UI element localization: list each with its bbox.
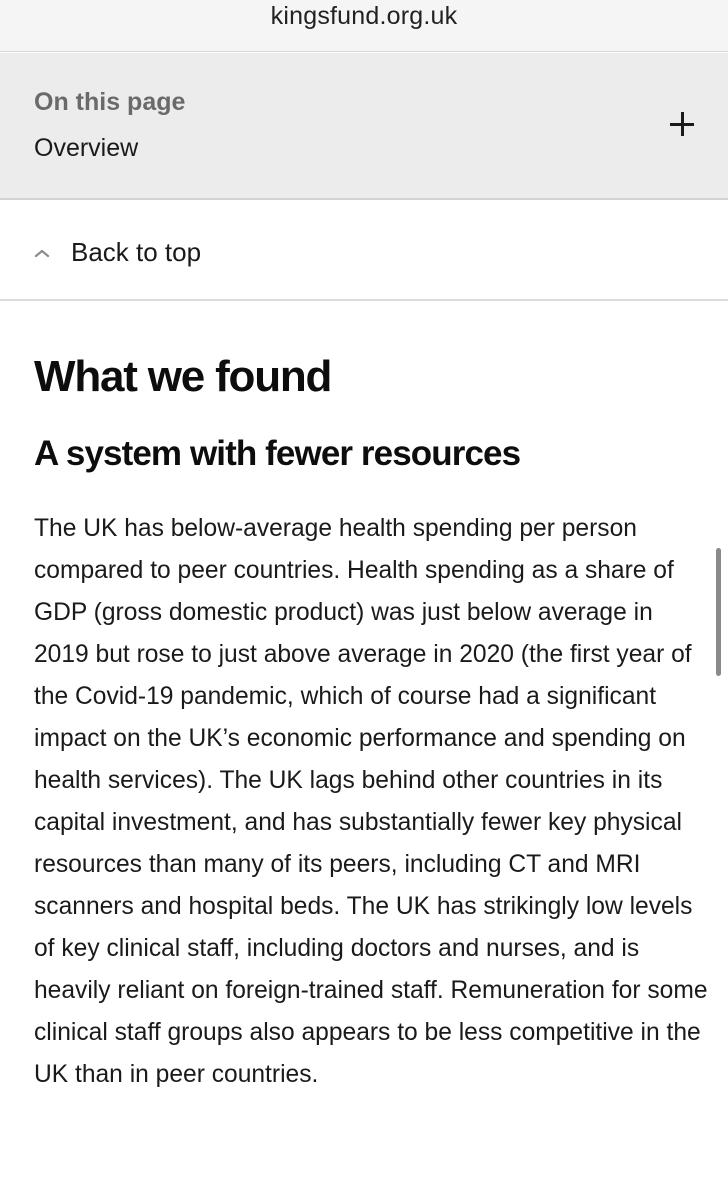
current-section-label: Overview [34, 134, 139, 162]
page-title: What we found [34, 352, 332, 401]
scrollbar-thumb[interactable] [716, 548, 721, 676]
plus-icon[interactable] [670, 112, 694, 136]
back-to-top-label: Back to top [71, 237, 202, 267]
on-this-page-toggle[interactable] [0, 53, 728, 200]
section-heading: A system with fewer resources [34, 434, 521, 473]
back-to-top-link[interactable] [0, 202, 728, 301]
body-paragraph: The UK has below-average health spending per person compared to peer countries. Health spending as a share of GDP (gross domestic product) was just below average in 2019 but rose to just above average in 2020 (the first year of the Covid-19 pandemic, which of course had a significant impact on the UK’s economic performance and spending on health services). The UK lags behind other countries in its capital investment, and has substantially fewer key physical resources than many of its peers, including CT and MRI scanners and hospital beds. The UK has strikingly low levels of key clinical staff, including doctors and nurses, and is heavily reliant on foreign-trained staff. Remuneration for some clinical staff groups also appears to be less competitive in the UK than in peer countries. [34, 515, 708, 1088]
on-this-page-heading: On this page [34, 88, 186, 116]
url-text[interactable]: kingsfund.org.uk [270, 2, 458, 30]
address-bar[interactable] [0, 0, 728, 52]
chevron-up-icon [34, 248, 50, 258]
